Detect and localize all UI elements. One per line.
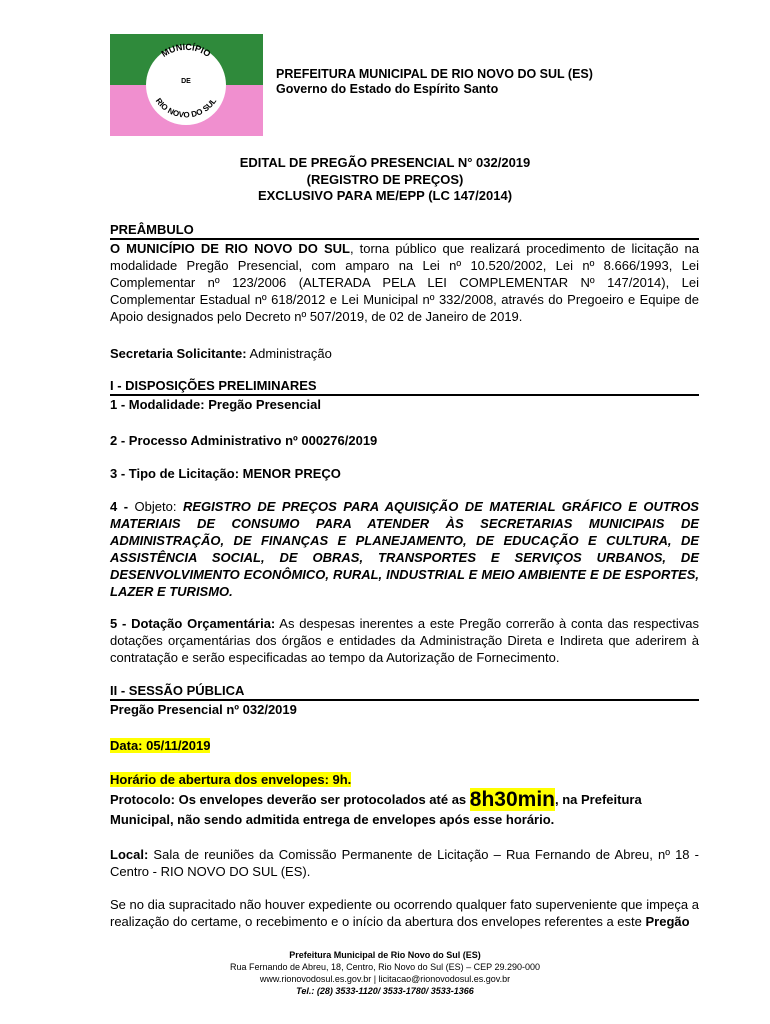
local-text: Sala de reuniões da Comissão Permanente de Licitação – Rua Fernando de Abreu, nº 18 - Centro - RIO NOVO DO SUL (ES). <box>110 847 699 879</box>
section-2 <box>110 682 699 718</box>
secretaria-line <box>110 345 699 362</box>
item-objeto <box>110 498 699 600</box>
preambulo-heading: PREÂMBULO <box>110 221 699 240</box>
page-footer <box>0 949 770 997</box>
section-1 <box>110 377 699 413</box>
session-date: Data: 05/11/2019 <box>110 738 211 753</box>
protocolo-text-a: Protocolo: Os envelopes deverão ser protocolados até as <box>110 792 470 807</box>
page-header <box>276 67 593 97</box>
item-dotacao <box>110 615 699 666</box>
title-line-1: EDITAL DE PREGÃO PRESENCIAL N° 032/2019 <box>239 155 531 170</box>
municipal-flag-icon <box>110 34 263 136</box>
footer-line-2: Rua Fernando de Abreu, 18, Centro, Rio Novo do Sul (ES) – CEP 29.290-000 <box>229 962 541 972</box>
item-dotacao-label: 5 - Dotação Orçamentária: <box>110 616 276 631</box>
item-objeto-label: 4 - <box>110 499 135 514</box>
preambulo-section <box>110 221 699 325</box>
logo-text-bottom: RIO NOVO DO SUL <box>153 96 219 120</box>
final-bold: Pregão <box>645 914 690 929</box>
protocolo-paragraph <box>110 790 699 830</box>
secretaria-value: Administração <box>246 346 332 361</box>
opening-time: Horário de abertura dos envelopes: 9h. <box>110 772 352 787</box>
header-line-2: Governo do Estado do Espírito Santo <box>276 82 499 96</box>
item-tipo: 3 - Tipo de Licitação: MENOR PREÇO <box>110 466 341 481</box>
final-paragraph <box>110 896 699 930</box>
preambulo-lead: O MUNICÍPIO DE RIO NOVO DO SUL <box>110 241 350 256</box>
local-paragraph <box>110 846 699 880</box>
footer-line-3: www.rionovodosul.es.gov.br | licitacao@rionovodosul.es.gov.br <box>259 974 511 984</box>
item-objeto-text: REGISTRO DE PREÇOS PARA AQUISIÇÃO DE MATERIAL GRÁFICO E OUTROS MATERIAIS DE CONSUMO PARA ATENDER ÀS SECRETARIAS MUNICIPAIS DE ADMINISTRAÇÃO, DE FINANÇAS E PLANEJAMENTO, DE EDUCAÇÃO E CULTURA, DE ASSISTÊNCIA SOCIAL, DE OBRAS, TRANSPORTES E SERVIÇOS URBANOS, DE DESENVOLVIMENTO ECONÔMICO, RURAL, INDUSTRIAL E MEIO AMBIENTE E DE ESPORTES, LAZER E TURISMO. <box>110 499 699 599</box>
item-processo: 2 - Processo Administrativo nº 000276/2019 <box>110 433 378 448</box>
pregao-number: Pregão Presencial nº 032/2019 <box>110 702 297 717</box>
preambulo-text: , torna público que realizará procedimento de licitação na modalidade Pregão Presencial, com amparo na Lei nº 10.520/2002, Lei nº 8.666/1993, Lei Complementar nº 123/2006 (ALTERADA PELA LEI COMPLEMENTAR Nº 147/2014), Lei Complementar Estadual nº 618/2012 e Lei Municipal nº 332/2008, através do Pregoeiro e Equipe de Apoio designados pelo Decreto nº 507/2019, de 02 de Janeiro de 2019. <box>110 241 699 324</box>
header-line-1: PREFEITURA MUNICIPAL DE RIO NOVO DO SUL (ES) <box>276 67 593 81</box>
footer-line-4: Tel.: (28) 3533-1120/ 3533-1780/ 3533-1366 <box>296 986 474 996</box>
footer-line-1: Prefeitura Municipal de Rio Novo do Sul (ES) <box>289 950 481 960</box>
protocolo-text-b: , na Prefeitura Municipal, não sendo admitida entrega de envelopes após esse horário. <box>110 792 642 827</box>
municipal-logo <box>110 34 263 136</box>
protocolo-time: 8h30min <box>469 788 555 811</box>
item-objeto-obj: Objeto: <box>134 499 183 514</box>
horario-line <box>110 771 699 788</box>
title-line-3: EXCLUSIVO PARA ME/EPP (LC 147/2014) <box>257 188 513 203</box>
logo-text-de: DE <box>181 78 191 85</box>
section-2-heading: II - SESSÃO PÚBLICA <box>110 682 699 701</box>
title-line-2: (REGISTRO DE PREÇOS) <box>306 171 464 187</box>
preambulo-paragraph <box>110 240 699 325</box>
item-dotacao-text: As despesas inerentes a este Pregão correrão à conta das respectivas dotações orçamentárias dos órgãos e entidades da Administração Direta e Indireta que aderirem à contratação e serão especificadas ao tempo da Autorização de Fornecimento. <box>110 616 699 665</box>
data-line <box>110 737 699 754</box>
final-text: Se no dia supracitado não houver expediente ou ocorrendo qualquer fato superveniente que impeça a realização do certame, o recebimento e o início da abertura dos envelopes referentes a este <box>110 897 699 929</box>
section-1-heading: I - DISPOSIÇÕES PRELIMINARES <box>110 377 699 396</box>
secretaria-label: Secretaria Solicitante: <box>110 346 247 361</box>
logo-text-top: MUNICÍPIO <box>159 41 213 59</box>
document-title <box>0 155 770 205</box>
local-label: Local: <box>110 847 149 862</box>
item-modalidade: 1 - Modalidade: Pregão Presencial <box>110 397 321 412</box>
